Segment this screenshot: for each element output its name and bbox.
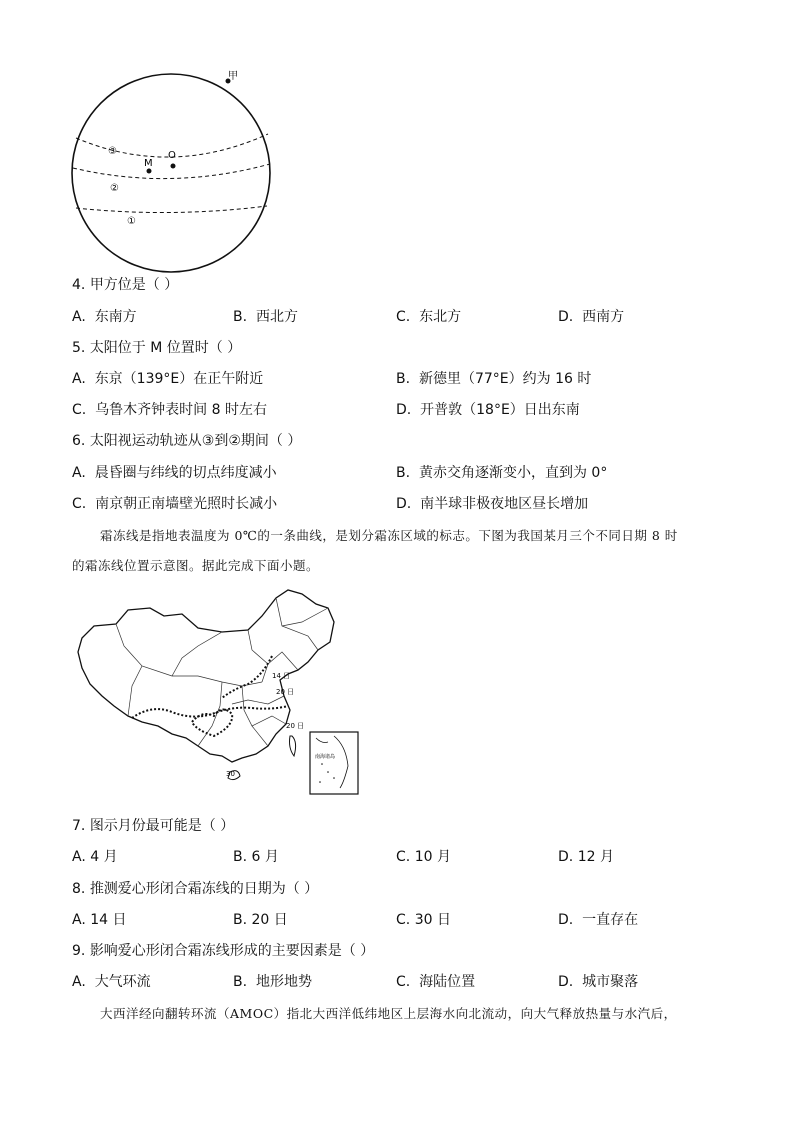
question-7-stem xyxy=(72,817,234,835)
label-20-ri-a: 20 日 xyxy=(276,688,295,696)
q6-option-c: C. 南京朝正南墙壁光照时长减小 xyxy=(72,496,278,512)
q7-option-d: D. 12 月 xyxy=(558,849,614,865)
question-stem: 甲方位是（ ） xyxy=(89,277,179,293)
label-circle-2: ② xyxy=(110,183,119,194)
question-6-stem xyxy=(72,432,301,450)
question-stem: 图示月份最可能是（ ） xyxy=(89,818,235,834)
label-jia: 甲 xyxy=(228,71,238,82)
q5-option-b: B. 新德里（77°E）约为 16 时 xyxy=(396,371,592,387)
q6-option-b: B. 黄赤交角逐渐变小，直到为 0° xyxy=(396,465,608,481)
frost-line-20 xyxy=(132,706,288,718)
q8-option-b: B. 20 日 xyxy=(233,912,288,928)
question-stem: 影响爱心形闭合霜冻线形成的主要因素是（ ） xyxy=(89,943,375,959)
question-5-stem xyxy=(72,339,241,357)
south-china-sea-inset xyxy=(310,732,358,794)
question-stem: 推测爱心形闭合霜冻线的日期为（ ） xyxy=(89,881,319,897)
q5-option-a: A. 东京（139°E）在正午附近 xyxy=(72,371,264,387)
frost-line-14 xyxy=(222,656,272,698)
question-number: 9. xyxy=(72,943,86,959)
q9-option-a: A. 大气环流 xyxy=(72,974,151,990)
question-number: 5. xyxy=(72,340,86,356)
q8-option-c: C. 30 日 xyxy=(396,912,451,928)
q9-option-c: C. 海陆位置 xyxy=(396,974,476,990)
label-circle-3: ③ xyxy=(108,146,117,157)
sun-path-1 xyxy=(76,206,267,213)
q4-option-b: B. 西北方 xyxy=(233,309,298,325)
label-circle-1: ① xyxy=(127,216,136,227)
globe-figure xyxy=(68,68,280,276)
q4-option-a: A. 东南方 xyxy=(72,309,137,325)
q5-option-c: C. 乌鲁木齐钟表时间 8 时左右 xyxy=(72,402,267,418)
question-number: 6. xyxy=(72,433,86,449)
question-9-stem xyxy=(72,942,374,960)
question-number: 8. xyxy=(72,881,86,897)
question-stem: 太阳位于 M 位置时（ ） xyxy=(89,340,242,356)
q5-option-d: D. 开普敦（18°E）日出东南 xyxy=(396,402,580,418)
taiwan-island xyxy=(290,736,296,756)
q7-option-b: B. 6 月 xyxy=(233,849,279,865)
label-14-ri: 14 日 xyxy=(272,672,291,680)
china-frost-map xyxy=(72,586,362,796)
point-m xyxy=(147,169,152,174)
passage-frost-line-2: 的霜冻线位置示意图。据此完成下面小题。 xyxy=(72,558,320,573)
question-8-stem xyxy=(72,880,318,898)
china-outline xyxy=(78,590,334,762)
q7-option-c: C. 10 月 xyxy=(396,849,451,865)
question-number: 7. xyxy=(72,818,86,834)
frost-line-30 xyxy=(192,709,232,736)
label-30: 30 xyxy=(226,770,235,778)
passage-amoc-line-1: 大西洋经向翻转环流（AMOC）指北大西洋低纬地区上层海水向北流动，向大气释放热量与水汽后， xyxy=(100,1006,677,1021)
passage-frost-line-1: 霜冻线是指地表温度为 0℃的一条曲线，是划分霜冻区域的标志。下图为我国某月三个不同日期 8 时 xyxy=(100,528,678,543)
label-20-ri-b: 20 日 xyxy=(286,722,305,730)
point-o xyxy=(171,164,176,169)
question-stem: 太阳视运动轨迹从③到②期间（ ） xyxy=(89,433,302,449)
q8-option-a: A. 14 日 xyxy=(72,912,127,928)
label-m: M xyxy=(144,158,153,169)
q9-option-d: D. 城市聚落 xyxy=(558,974,639,990)
q9-option-b: B. 地形地势 xyxy=(233,974,312,990)
q6-option-a: A. 晨昏圈与纬线的切点纬度减小 xyxy=(72,465,277,481)
question-4-stem xyxy=(72,276,178,294)
question-number: 4. xyxy=(72,277,86,293)
q4-option-c: C. 东北方 xyxy=(396,309,462,325)
q8-option-d: D. 一直存在 xyxy=(558,912,639,928)
frost-lines xyxy=(132,656,291,736)
q6-option-d: D. 南半球非极夜地区昼长增加 xyxy=(396,496,589,512)
label-o: O xyxy=(168,150,176,161)
inset-label: 南海诸岛 xyxy=(315,754,336,760)
globe-outline xyxy=(72,74,270,272)
q7-option-a: A. 4 月 xyxy=(72,849,118,865)
q4-option-d: D. 西南方 xyxy=(558,309,625,325)
